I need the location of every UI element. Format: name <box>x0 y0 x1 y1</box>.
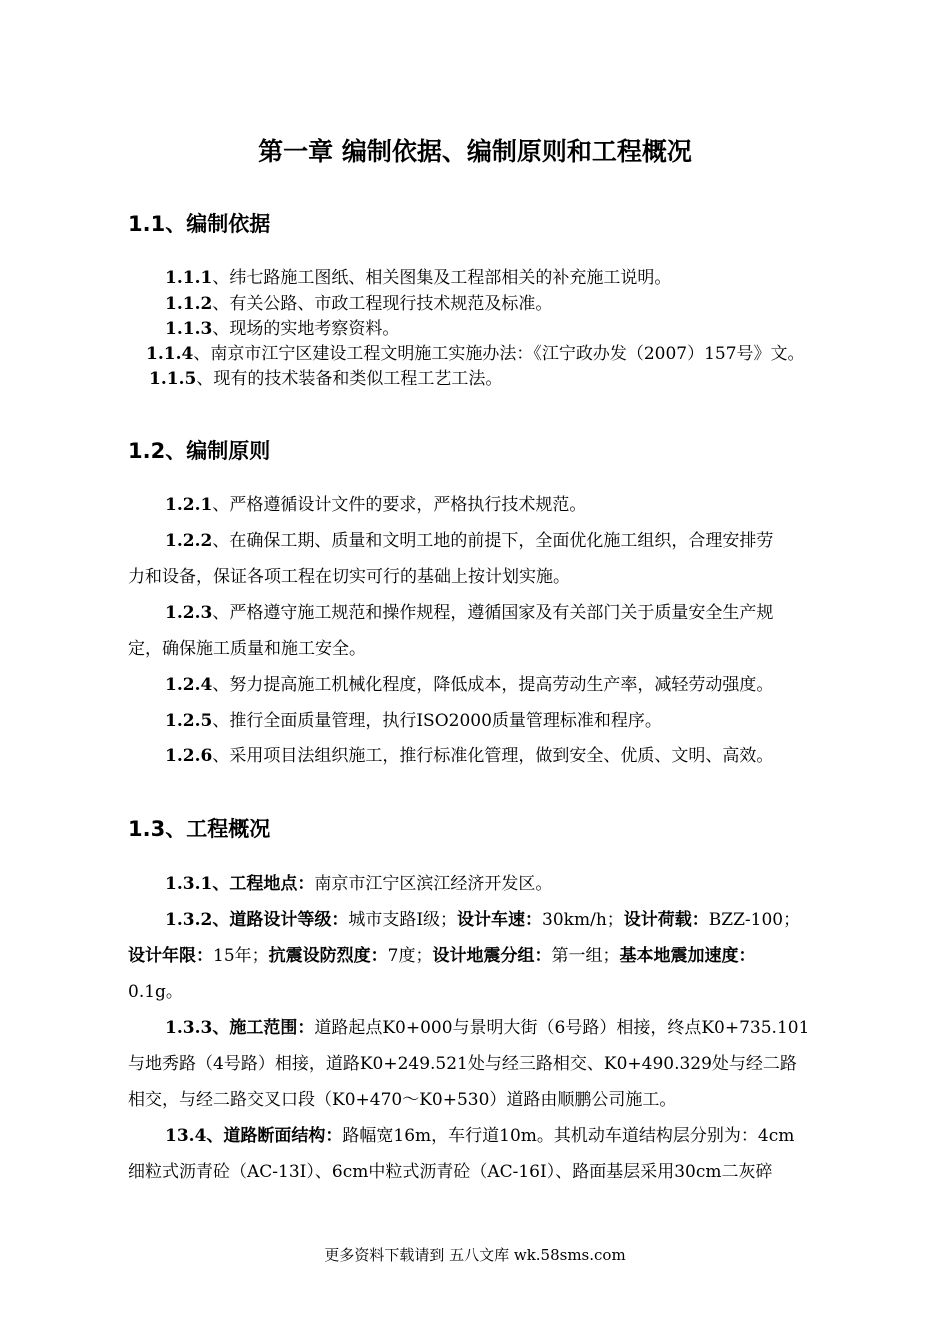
item-text: 、南京市江宁区建设工程文明施工实施办法：《江宁政办发（2007）157号》文。 <box>193 344 805 364</box>
item-number: 1.2.2 <box>165 531 213 551</box>
item-text: 、纬七路施工图纸、相关图集及工程部相关的补充施工说明。 <box>212 268 672 288</box>
item-number: 1.1.1 <box>165 268 213 288</box>
item-number: 1.2.3 <box>165 603 213 623</box>
section-heading-1-2: 1.2、编制原则 <box>128 439 271 463</box>
item-1-1-3 <box>165 317 399 341</box>
item-text: 、现有的技术装备和类似工程工艺工法。 <box>196 369 503 389</box>
item-text: 、现场的实地考察资料。 <box>212 319 400 339</box>
item-label: 设计荷载： <box>623 910 709 930</box>
item-1-3-1 <box>165 872 552 896</box>
item-text: 、严格遵守施工规范和操作规程，遵循国家及有关部门关于质量安全生产规 <box>212 603 774 623</box>
item-1-3-3-line-2: 与地秀路（4号路）相接，道路K0+249.521处与经三路相交、K0+490.329处与经二路 <box>128 1054 797 1074</box>
item-number: 1.1.5 <box>149 369 197 389</box>
item-text: 城市支路Ⅰ级； <box>348 910 458 930</box>
item-text: 第一组； <box>551 946 620 966</box>
item-1-2-2-continuation: 力和设备，保证各项工程在切实可行的基础上按计划实施。 <box>128 567 570 587</box>
item-1-1-5 <box>149 367 502 391</box>
item-number: 1.1.4 <box>146 344 194 364</box>
item-number: 13.4 <box>165 1126 207 1146</box>
item-text: 7度； <box>387 946 433 966</box>
item-number: 1.2.1 <box>165 495 213 515</box>
item-text: 15年； <box>213 946 269 966</box>
item-number: 1.3.1 <box>165 874 213 894</box>
item-1-3-2-line-2 <box>128 944 755 968</box>
item-1-3-2-line-3: 0.1g。 <box>128 982 183 1002</box>
item-text: 、采用项目法组织施工，推行标准化管理，做到安全、优质、文明、高效。 <box>212 746 774 766</box>
item-number: 1.3.2 <box>165 910 213 930</box>
item-1-2-5 <box>165 709 662 733</box>
item-number: 1.2.4 <box>165 675 213 695</box>
item-label: 设计年限： <box>128 946 213 966</box>
item-1-2-6 <box>165 744 773 768</box>
chapter-title: 第一章 编制依据、编制原则和工程概况 <box>258 137 692 166</box>
item-text: 30km/h； <box>542 910 624 930</box>
item-number: 1.1.2 <box>165 294 213 314</box>
item-1-3-3-line-3: 相交，与经二路交叉口段（K0+470～K0+530）道路由顺鹏公司施工。 <box>128 1090 677 1110</box>
item-text: 、在确保工期、质量和文明工地的前提下，全面优化施工组织，合理安排劳 <box>212 531 774 551</box>
item-text: 、严格遵循设计文件的要求，严格执行技术规范。 <box>212 495 587 515</box>
item-1-2-3 <box>165 601 773 625</box>
item-label: 、施工范围： <box>212 1018 315 1038</box>
section-heading-1-1: 1.1、编制依据 <box>128 212 271 236</box>
item-text: 、有关公路、市政工程现行技术规范及标准。 <box>212 294 553 314</box>
item-label: 抗震设防烈度： <box>268 946 388 966</box>
item-number: 1.3.3 <box>165 1018 213 1038</box>
item-text: 路幅宽16m，车行道10m。其机动车道结构层分别为：4cm <box>342 1126 795 1146</box>
item-text: 南京市江宁区滨江经济开发区。 <box>314 874 553 894</box>
item-1-3-2-line-1 <box>165 908 800 932</box>
item-number: 1.1.3 <box>165 319 213 339</box>
item-1-2-4 <box>165 673 773 697</box>
item-1-1-4 <box>146 342 805 366</box>
item-label: 、工程地点： <box>212 874 315 894</box>
item-label: 、道路设计等级： <box>212 910 349 930</box>
footer-text: 更多资料下载请到 五八文库 wk.58sms.com <box>324 1246 626 1264</box>
item-number: 1.2.6 <box>165 746 213 766</box>
item-1-3-3-line-1 <box>165 1016 809 1040</box>
item-1-3-4-line-1 <box>165 1124 794 1148</box>
item-text: 、推行全面质量管理，执行ISO2000质量管理标准和程序。 <box>212 711 662 731</box>
item-text: 道路起点K0+000与景明大街（6号路）相接，终点K0+735.101 <box>314 1018 810 1038</box>
item-label: 设计车速： <box>457 910 543 930</box>
item-1-1-2 <box>165 292 552 316</box>
item-1-3-4-line-2: 细粒式沥青砼（AC-13I）、6cm中粒式沥青砼（AC-16I）、路面基层采用30cm二灰碎 <box>128 1162 773 1182</box>
item-1-1-1 <box>165 266 671 290</box>
item-label: 、道路断面结构： <box>206 1126 343 1146</box>
item-1-2-3-continuation: 定，确保施工质量和施工安全。 <box>128 639 366 659</box>
item-label: 基本地震加速度： <box>619 946 756 966</box>
item-1-2-2 <box>165 529 773 553</box>
item-text: BZZ-100； <box>708 910 801 930</box>
item-text: 、努力提高施工机械化程度，降低成本，提高劳动生产率，减轻劳动强度。 <box>212 675 774 695</box>
item-1-2-1 <box>165 493 586 517</box>
item-label: 设计地震分组： <box>432 946 552 966</box>
item-number: 1.2.5 <box>165 711 213 731</box>
section-heading-1-3: 1.3、工程概况 <box>128 817 271 841</box>
